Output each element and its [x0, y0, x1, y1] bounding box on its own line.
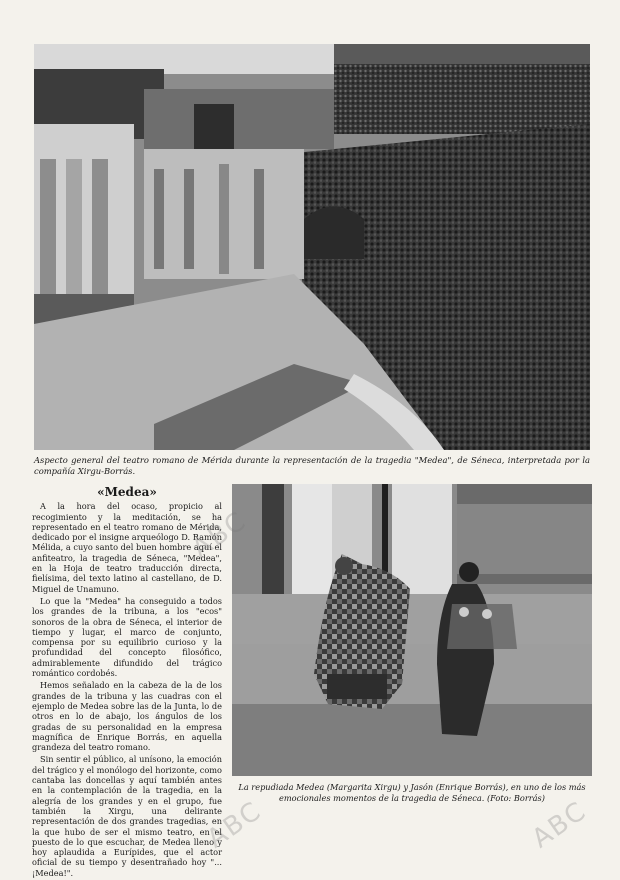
medea-jason-photo-image	[232, 484, 592, 776]
article-title: «Medea»	[97, 485, 157, 499]
article-paragraph: Sin sentir el público, al unísono, la emoción del trágico y el monólogo del horizonte, como cantaba las doncellas y aquí también antes en la contemplación de la tragedia, en la alegría de los grandes y en el grupo, fue también la Xirgu, una delirante representación de dos grandes tragedias, en la que hubo de ser el mismo teatro, en el puesto de lo que escuchar, de Medea lleno y hoy aplaudida a Eurípides, que el actor oficial de su tiempo y desentrañado hoy "... ¡Medea!".	[32, 754, 222, 878]
article-medea	[32, 487, 222, 880]
abc-watermark: ABC	[201, 795, 268, 855]
article-paragraph: A la hora del ocaso, propicio al recogimiento y la meditación, se ha representado en el teatro romano de Mérida, dedicado por el insigne arqueólogo D. Ramón Mélida, a cuyo santo del buen hombre aquí el anfiteatro, la tragedia de Séneca, "Medea", en la Hoja de teatro traducción directa, fielísima, del texto latino al castellano, de D. Miguel de Unamuno.	[32, 501, 222, 594]
theatre-photo	[34, 44, 590, 450]
medea-jason-photo	[232, 484, 592, 776]
article-paragraph: Lo que la "Medea" ha conseguido a todos los grandes de la tribuna, a los "ecos" sonoros de la obra de Séneca, el interior de tiempo y lugar, el marco de conjunto, compensa por su equilibrio curioso y la profundidad del concepto filosófico, admirablemente difundido del trágico romántico cordobés.	[32, 595, 222, 679]
theatre-photo-caption: Aspecto general del teatro romano de Mérida durante la representación de la tragedia "Medea", de Séneca, interpretada por la compañía Xirgu-Borrás.	[34, 455, 590, 476]
article-paragraph: Hemos señalado en la cabeza de la de los grandes de la tribuna y las cuadras con el ejemplo de Medea sobre las de la Junta, lo de otros en lo de abajo, los ángulos de los gradas de su personalidad en la empresa magnífica de Enrique Borrás, en aquella grandeza del teatro romano.	[32, 680, 222, 753]
medea-jason-photo-caption: La repudiada Medea (Margarita Xirgu) y Jasón (Enrique Borrás), en uno de los más emocionales momentos de la tragedia de Séneca. (Foto: Borrás)	[238, 782, 586, 803]
abc-watermark: ABC	[526, 795, 593, 855]
theatre-photo-image	[34, 44, 590, 450]
abc-watermark: ABC	[186, 505, 253, 565]
